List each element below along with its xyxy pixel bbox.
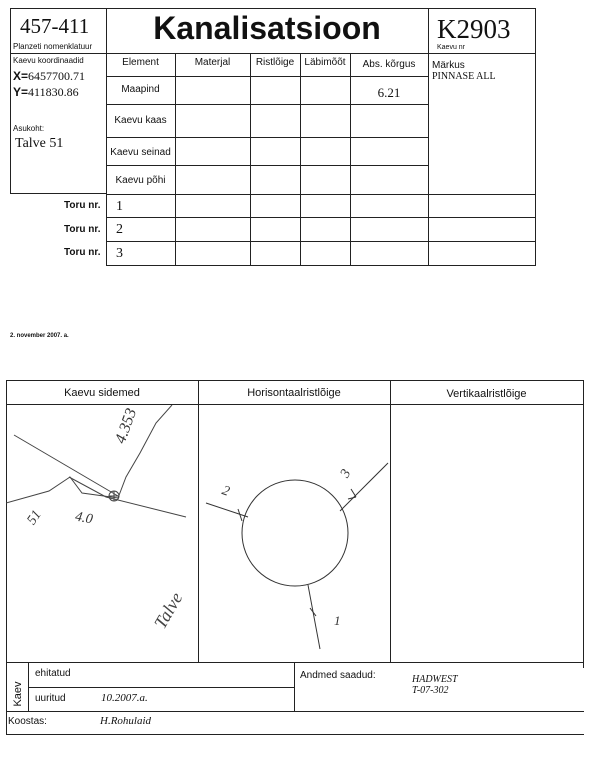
col-diameter: Läbimõõt (304, 57, 346, 68)
pipe-number-1: 1 (116, 199, 123, 214)
side-label-well: Kaev (12, 681, 24, 707)
nomenclature-label: Planzeti nomenklatuur (13, 42, 93, 51)
panel-title-vertical: Vertikaalristlõige (446, 388, 527, 400)
source-value-2: T-07-302 (412, 685, 449, 696)
nomenclature-value: 457-411 (20, 14, 90, 38)
col-remark: Märkus (432, 60, 465, 71)
tie-house-number: 51 (24, 507, 45, 528)
x-coordinate (13, 69, 85, 84)
well-number-value: K2903 (437, 14, 511, 44)
built-label: ehitatud (35, 668, 71, 679)
row-walls: Kaevu seinad (110, 147, 171, 158)
surveyed-label: uuritud (35, 693, 66, 704)
pipe-label-2: Toru nr. (64, 224, 101, 235)
pipe-label-1: Toru nr. (64, 200, 101, 211)
pipe-label-3: Toru nr. (64, 247, 101, 258)
location-value: Talve 51 (15, 136, 64, 151)
date-note: 2. november 2007. a. (10, 333, 69, 339)
y-value: 411830.86 (28, 85, 79, 99)
surveyed-value: 10.2007.a. (101, 692, 148, 704)
panel-title-ties: Kaevu sidemed (64, 387, 140, 399)
x-value: 6457700.71 (28, 69, 86, 83)
panel-title-horizontal: Horisontaalristlõige (247, 387, 341, 399)
ground-abs-height: 6.21 (377, 85, 401, 100)
coords-label: Kaevu koordinaadid (13, 56, 84, 65)
row-lid: Kaevu kaas (114, 115, 167, 126)
page-title: Kanalisatsioon (153, 10, 381, 46)
horizontal-section-sketch (198, 405, 390, 661)
pipe-mark-2: 2 (219, 483, 232, 500)
row-bottom: Kaevu põhi (115, 175, 166, 186)
well-number-label: Kaevu nr (437, 44, 466, 51)
pipe-mark-1: 1 (334, 613, 341, 628)
y-coordinate (13, 85, 79, 100)
tie-street-name: Talve (150, 588, 187, 632)
location-label: Asukoht: (13, 124, 45, 133)
remark-value: PINNASE ALL (432, 71, 496, 82)
col-element: Element (122, 57, 159, 68)
col-material: Materjal (194, 57, 231, 68)
pipe-number-2: 2 (116, 222, 123, 237)
source-value-1: HADWEST (412, 674, 458, 685)
y-label: Y= (13, 85, 29, 99)
author-label: Koostas: (8, 716, 47, 727)
author-value: H.Rohulaid (100, 715, 152, 727)
col-abs-height: Abs. kõrgus (362, 59, 416, 70)
col-cross-section: Ristlõige (255, 57, 295, 68)
source-label: Andmed saadud: (300, 670, 376, 681)
tie-distance-1: 4.353 (112, 406, 141, 446)
pipe-number-3: 3 (116, 246, 123, 261)
tie-distance-2: 4.0 (73, 509, 94, 528)
x-label: X= (13, 69, 29, 83)
row-ground: Maapind (121, 84, 160, 95)
pipe-mark-3: 3 (337, 466, 355, 481)
